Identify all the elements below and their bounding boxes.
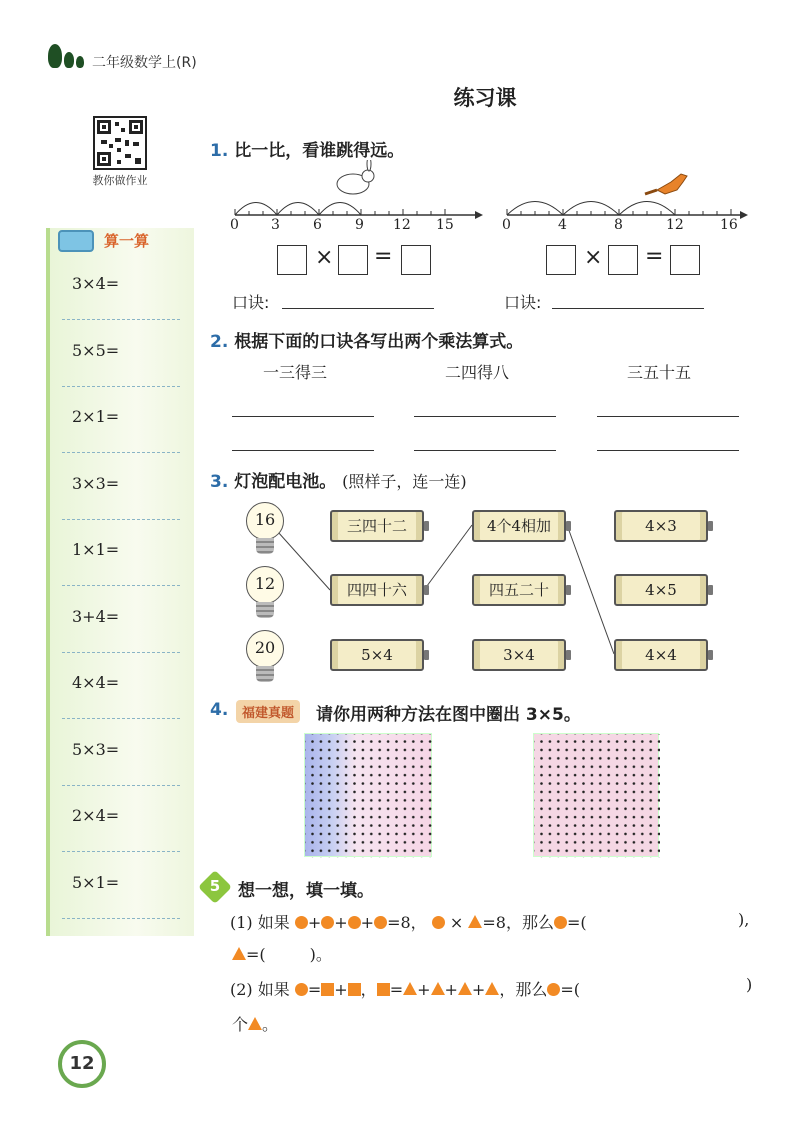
circle-icon — [554, 916, 567, 929]
equals-sign: = — [645, 244, 664, 269]
q5-text-seg: =8，那么 — [482, 913, 554, 932]
battery[interactable]: 三四十二 — [330, 510, 424, 542]
tick-r16: 16 — [720, 217, 738, 233]
rhyme-item: 一三得三 — [263, 363, 328, 382]
battery[interactable]: 四五二十 — [472, 574, 566, 606]
q5-text-seg: =( — [560, 980, 580, 999]
page-number: 12 — [58, 1040, 106, 1088]
dot-pattern — [305, 734, 433, 858]
calc-item: 2×1= — [72, 407, 120, 426]
calc-item: 5×3= — [72, 739, 120, 759]
q3-hint: (照样子，连一连) — [342, 472, 467, 491]
bulb-16[interactable] — [246, 502, 286, 556]
q5-line1 — [230, 910, 587, 933]
calc-item: 3+4= — [72, 606, 120, 626]
tick-6: 6 — [313, 217, 322, 233]
q4-heading — [210, 700, 228, 720]
dot-grid-left[interactable] — [304, 733, 432, 857]
square-icon — [348, 983, 361, 996]
q5-text: 想一想，填一填。 — [238, 881, 374, 901]
circle-icon — [547, 983, 560, 996]
rhyme-item: 三五十五 — [627, 363, 692, 382]
plus-sign: + — [334, 980, 348, 999]
circle-icon — [348, 916, 361, 929]
times-sign: × — [315, 245, 334, 270]
q5-close-paren: ) — [746, 975, 753, 994]
tick-9: 9 — [355, 217, 364, 233]
eq-sign: = — [307, 980, 322, 999]
q5-number: 5 — [209, 877, 221, 895]
dot-grid-right[interactable] — [533, 733, 659, 857]
bulb-20[interactable] — [246, 630, 286, 684]
plus-sign: + — [444, 980, 458, 999]
battery[interactable]: 4×5 — [614, 574, 708, 606]
bulb-12[interactable] — [246, 566, 286, 620]
plus-sign: + — [360, 913, 375, 932]
q4-number: 4. — [210, 700, 229, 720]
q1-number: 1. — [210, 141, 229, 161]
q5-text-seg: 个 — [232, 1015, 249, 1034]
sidebar-title: 算一算 — [104, 232, 150, 250]
bulb-number: 20 — [254, 638, 276, 657]
koujue-label: 口诀: — [232, 293, 270, 312]
triangle-icon — [458, 982, 472, 995]
times-sign: × — [449, 913, 464, 932]
circle-icon — [374, 916, 387, 929]
battery[interactable]: 四四十六 — [330, 574, 424, 606]
plus-sign: + — [334, 913, 348, 932]
q5-line2 — [232, 942, 332, 965]
tick-r4: 4 — [558, 217, 567, 233]
qr-label: 教你做作业 — [92, 174, 148, 187]
calc-item: 1×1= — [72, 540, 120, 559]
q2-text: 根据下面的口诀各写出两个乘法算式。 — [234, 332, 524, 352]
bulb-base — [256, 666, 274, 682]
tick-r8: 8 — [614, 217, 623, 233]
separator — [62, 785, 180, 786]
circle-icon — [321, 916, 334, 929]
triangle-icon — [248, 1017, 262, 1030]
exam-tag: 福建真题 — [236, 700, 300, 723]
plus-sign: + — [471, 980, 486, 999]
triangle-icon — [431, 982, 445, 995]
square-icon — [321, 983, 334, 996]
calc-item: 5×1= — [72, 872, 120, 892]
tick-r12: 12 — [666, 217, 684, 233]
tick-r0: 0 — [502, 217, 511, 233]
q5-text-seg: =( — [566, 913, 587, 932]
triangle-icon — [403, 982, 417, 995]
times-sign: × — [584, 245, 603, 270]
equals-sign: = — [374, 244, 393, 269]
plus-sign: + — [307, 913, 322, 932]
page-title: 练习课 — [453, 86, 517, 110]
calc-item: 2×4= — [72, 806, 120, 825]
triangle-icon — [485, 982, 499, 995]
bulb-base — [256, 602, 274, 618]
koujue-label: 口诀: — [504, 293, 542, 312]
calc-item: 5×5= — [72, 340, 120, 360]
bulb-base — [256, 538, 274, 554]
battery[interactable]: 4×3 — [614, 510, 708, 542]
eq-sign: = — [389, 980, 404, 999]
q5-text-seg: =( — [246, 945, 266, 964]
battery[interactable]: 3×4 — [472, 639, 566, 671]
bulb-number: 16 — [254, 510, 276, 529]
separator — [62, 918, 180, 919]
q5-text-seg: (1) 如果 — [230, 913, 290, 932]
triangle-icon — [468, 915, 482, 928]
calc-item: 3×4= — [72, 274, 120, 293]
separator — [62, 851, 180, 852]
tick-12: 12 — [393, 217, 411, 233]
triangle-icon — [232, 947, 246, 960]
calc-item: 3×3= — [72, 473, 120, 493]
q3-number: 3. — [210, 472, 229, 492]
q5-text-seg: ，那么 — [499, 980, 548, 999]
q1-text: 比一比，看谁跳得远。 — [234, 141, 405, 161]
tick-0: 0 — [230, 217, 239, 233]
separator — [62, 718, 180, 719]
calc-item: 4×4= — [72, 673, 120, 692]
tick-3: 3 — [271, 217, 280, 233]
dot-pattern — [534, 734, 660, 858]
plus-sign: + — [417, 980, 431, 999]
q2-number: 2. — [210, 332, 229, 352]
book-title: 二年级数学上(R) — [92, 55, 197, 71]
q5-text-seg: )。 — [309, 945, 332, 964]
bulb-number: 12 — [254, 574, 276, 593]
square-icon — [377, 983, 390, 996]
battery[interactable]: 5×4 — [330, 639, 424, 671]
circle-icon — [295, 983, 308, 996]
battery[interactable]: 4个4相加 — [472, 510, 566, 542]
circle-icon — [432, 916, 445, 929]
circle-icon — [295, 916, 308, 929]
tick-15: 15 — [436, 217, 454, 233]
rhyme-item: 二四得八 — [445, 363, 510, 382]
battery[interactable]: 4×4 — [614, 639, 708, 671]
q4-text: 请你用两种方法在图中圈出 3×5。 — [316, 705, 581, 725]
q5-line3: (2) 如果 = + ， = + + + ，那么 =( — [230, 980, 580, 999]
q5-text-seg: (2) 如果 — [230, 980, 290, 999]
q5-close-paren: ), — [738, 910, 750, 929]
q3-text: 灯泡配电池。 — [234, 472, 337, 492]
q5-text-seg: =8， — [387, 913, 427, 932]
q5-line4: 个 。 — [232, 1015, 279, 1034]
